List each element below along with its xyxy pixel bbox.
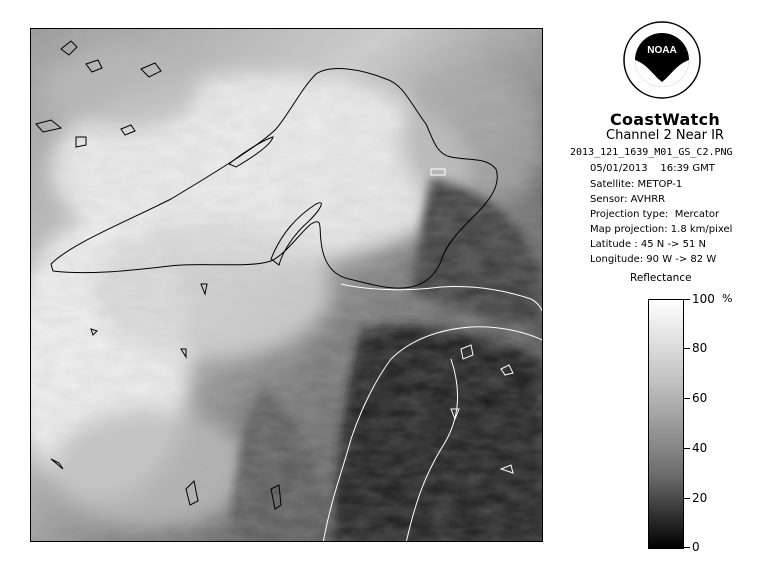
colorbar-tick [684, 547, 690, 548]
reflectance-image [31, 29, 543, 542]
colorbar-tick-label: 20 [692, 491, 708, 505]
reflectance-colorbar [648, 299, 684, 549]
colorbar-unit: % [722, 292, 733, 305]
colorbar-tick [684, 448, 690, 449]
colorbar-tick-label: 0 [692, 540, 700, 554]
svg-text:NOAA: NOAA [647, 45, 677, 56]
info-projection-type: Projection type: Mercator [590, 209, 720, 220]
noaa-logo-icon [622, 20, 702, 100]
satellite-map [30, 28, 543, 542]
colorbar-tick [684, 348, 690, 349]
info-sensor: Sensor: AVHRR [590, 194, 666, 205]
info-satellite: Satellite: METOP-1 [590, 179, 683, 190]
colorbar-tick-label: 60 [692, 391, 708, 405]
channel-subtitle: Channel 2 Near IR [606, 128, 724, 143]
colorbar-tick-label: 80 [692, 341, 708, 355]
info-longitude: Longitude: 90 W -> 82 W [590, 254, 717, 265]
colorbar-tick [684, 498, 690, 499]
app-title: CoastWatch [609, 110, 721, 129]
colorbar-label: Reflectance [630, 272, 692, 284]
colorbar-tick [684, 398, 690, 399]
info-datetime: 05/01/2013 16:39 GMT [590, 163, 715, 174]
file-name: 2013_121_1639_M01_GS_C2.PNG [570, 147, 733, 158]
colorbar-tick-label: 40 [692, 441, 708, 455]
colorbar-tick [684, 299, 690, 300]
info-map-projection: Map projection: 1.8 km/pixel [590, 224, 733, 235]
colorbar-tick-label: 100 [692, 292, 715, 306]
info-latitude: Latitude : 45 N -> 51 N [590, 239, 706, 250]
